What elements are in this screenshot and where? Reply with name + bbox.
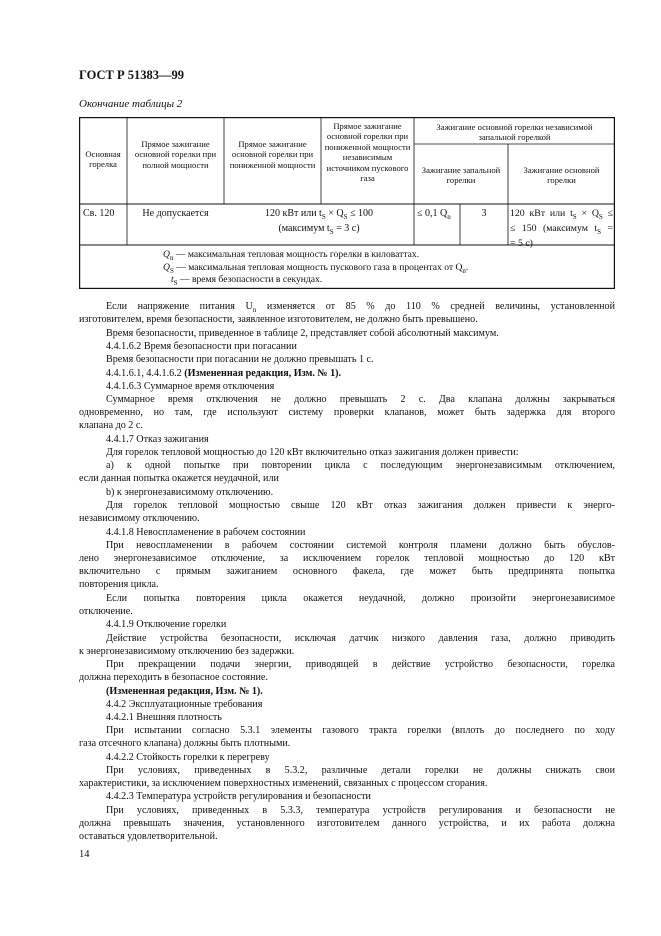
section-4-4-1-6-3: 4.4.1.6.3 Суммарное время отключения	[106, 381, 275, 392]
paragraph-flame-loss-l3: включительно с прямым зажиганием основного факела, где может быть предпринята попытка	[79, 566, 615, 577]
table-2-continuation	[79, 117, 615, 289]
paragraph-tightness-l2: газа отсечного клапана) должны быть плотными.	[79, 738, 291, 749]
paragraph-temperature-l3: оставаться удовлетворительной.	[79, 831, 218, 842]
page-number: 14	[79, 849, 90, 860]
section-4-4-2: 4.4.2 Эксплуатационные требования	[106, 699, 263, 710]
document-header: ГОСТ Р 51383—99	[79, 68, 185, 82]
header-reduced-power: Прямое зажигание основной горелки при пониженной мощности	[229, 139, 316, 170]
section-4-4-1-6-2: 4.4.1.6.2 Время безопасности при погасании	[106, 341, 297, 352]
paragraph-over-120-l1: Для горелок тепловой мощностью свыше 120 кВт отказ зажигания должен привести к энерго-	[106, 500, 615, 511]
paragraph-safety-device-l2: к энергонезависимому отключению без задержки.	[79, 646, 295, 657]
paragraph-overheat-l1: При условиях, приведенных в 5.3.2, различные детали горелки не должны снижать свои	[106, 765, 615, 776]
header-pilot-ignition: Зажигание запальной горелки	[421, 165, 501, 186]
section-4-4-1-7: 4.4.1.7 Отказ зажигания	[106, 434, 209, 445]
cell-not-allowed: Не допускается	[142, 208, 209, 219]
list-item-b: b) к энергонезависимому отключению.	[106, 487, 274, 498]
list-item-a-l2: если данная попытка окажется неудачной, или	[79, 473, 279, 484]
paragraph-temperature-l2: должна превышать значения, установленного изготовителем данного устройства, и их работа должна	[79, 818, 615, 829]
table-caption: Окончание таблицы 2	[79, 98, 183, 110]
paragraph-voltage-l2: изготовителем, время безопасности, заявленное изготовителем, не должно быть превышено.	[79, 314, 478, 325]
amendment-note-2: (Измененная редакция, Изм. № 1).	[106, 686, 263, 697]
section-4-4-2-3: 4.4.2.3 Температура устройств регулирования и безопасности	[106, 791, 371, 802]
cell-independent-source-value: ≤ 0,1 $Q_n$	[417, 208, 451, 221]
paragraph-shutoff-l2: одновременно, но там, где используют систему проверки клапанов, может быть задержка для второго	[79, 407, 615, 418]
paragraph-temperature-l1: При условиях, приведенных в 5.3.3, температура устройств регулирования и безопасности не	[106, 805, 615, 816]
paragraph-voltage-l1: Если напряжение питания $U_n$ изменяется от 85 % до 110 % средней величины, установленной	[106, 301, 616, 315]
header-pilot-group: Зажигание основной горелки независимой запальной горелкой	[436, 122, 593, 143]
paragraph-over-120-l2: независимому отключению.	[79, 513, 200, 524]
cell-reduced-power-value: 120 кВт или $t_S \times Q_S \le 100$ (максимум $t_S = 3$ с)	[264, 208, 374, 236]
paragraph-safety-device-l1: Действие устройства безопасности, исключая датчик низкого давления газа, должно приводить	[106, 633, 615, 644]
cell-burner-range: Св. 120	[83, 208, 115, 219]
paragraph-power-loss-l1: При прекращении подачи энергии, приводящей в действие устройство безопасности, горелка	[106, 659, 615, 670]
paragraph-overheat-l2: характеристики, за исключением поверхностных изменений, связанных с процессом сгорания.	[79, 778, 488, 789]
paragraph-flame-loss-l2: лено энергонезависимое отключение, за исключением горелок тепловой мощностью до 120 кВт	[79, 553, 615, 564]
paragraph-shutoff-l1: Суммарное время отключения не должно превышать 2 с. Два клапана должны закрываться	[106, 394, 615, 405]
paragraph-absolute-max: Время безопасности, приведенное в таблице 2, представляет собой абсолютный максимум.	[106, 328, 499, 339]
paragraph-flame-loss-l1: При невоспламенении в рабочем состоянии системой контроля пламени должно быть обуслов-	[106, 540, 615, 551]
list-item-a-l1: a) к одной попытке при повторении цикла с последующим энергонезависимым отключением,	[106, 460, 615, 471]
section-4-4-2-1: 4.4.2.1 Внешняя плотность	[106, 712, 222, 723]
table-note-qn: $Q_n$ — максимальная тепловая мощность горелки в киловаттах.	[163, 249, 420, 262]
header-main-burner: Основная горелка	[85, 149, 121, 170]
cell-pilot-ignition-value: 3	[481, 208, 487, 219]
section-4-4-1-9: 4.4.1.9 Отключение горелки	[106, 619, 227, 630]
header-full-power: Прямое зажигание основной горелки при полной мощности	[134, 139, 217, 170]
paragraph-flame-loss-l4: повторения цикла.	[79, 579, 159, 590]
paragraph-power-loss-l2: должна переходить в безопасное состояние.	[79, 672, 268, 683]
paragraph-extinction-time: Время безопасности при погасании не должно превышать 1 с.	[106, 354, 374, 365]
header-independent-source: Прямое зажигание основной горелки при пониженной мощности независимым источником пускового газа	[324, 121, 411, 184]
section-4-4-2-2: 4.4.2.2 Стойкость горелки к перегреву	[106, 752, 270, 763]
paragraph-shutoff-l3: клапана до 2 с.	[79, 420, 143, 431]
section-4-4-1-8: 4.4.1.8 Невоспламенение в рабочем состоянии	[106, 527, 306, 538]
paragraph-ignition-failure: Для горелок тепловой мощностью до 120 кВт включительно отказ зажигания должен привести:	[106, 447, 519, 458]
cell-main-ignition-value: 120 кВт или $t_S \times Q_S$ ≤ ≤ 150 (максимум $t_S$ = = 5 с)	[510, 208, 614, 249]
paragraph-retry-fail-l1: Если попытка повторения цикла окажется неудачной, должно произойти энергонезависимое	[106, 593, 615, 604]
paragraph-retry-fail-l2: отключение.	[79, 606, 133, 617]
table-note-ts: $t_S$ — время безопасности в секундах.	[171, 274, 323, 287]
amendment-note-1: 4.4.1.6.1, 4.4.1.6.2 (Измененная редакция, Изм. № 1).	[106, 368, 342, 379]
table-note-qs: $Q_S$ — максимальная тепловая мощность пускового газа в процентах от $Q_n$.	[163, 262, 469, 275]
paragraph-tightness-l1: При испытании согласно 5.3.1 элементы газового тракта горелки (вплоть до последнего по ходу	[106, 725, 615, 736]
header-main-ignition: Зажигание основной горелки	[523, 165, 600, 186]
